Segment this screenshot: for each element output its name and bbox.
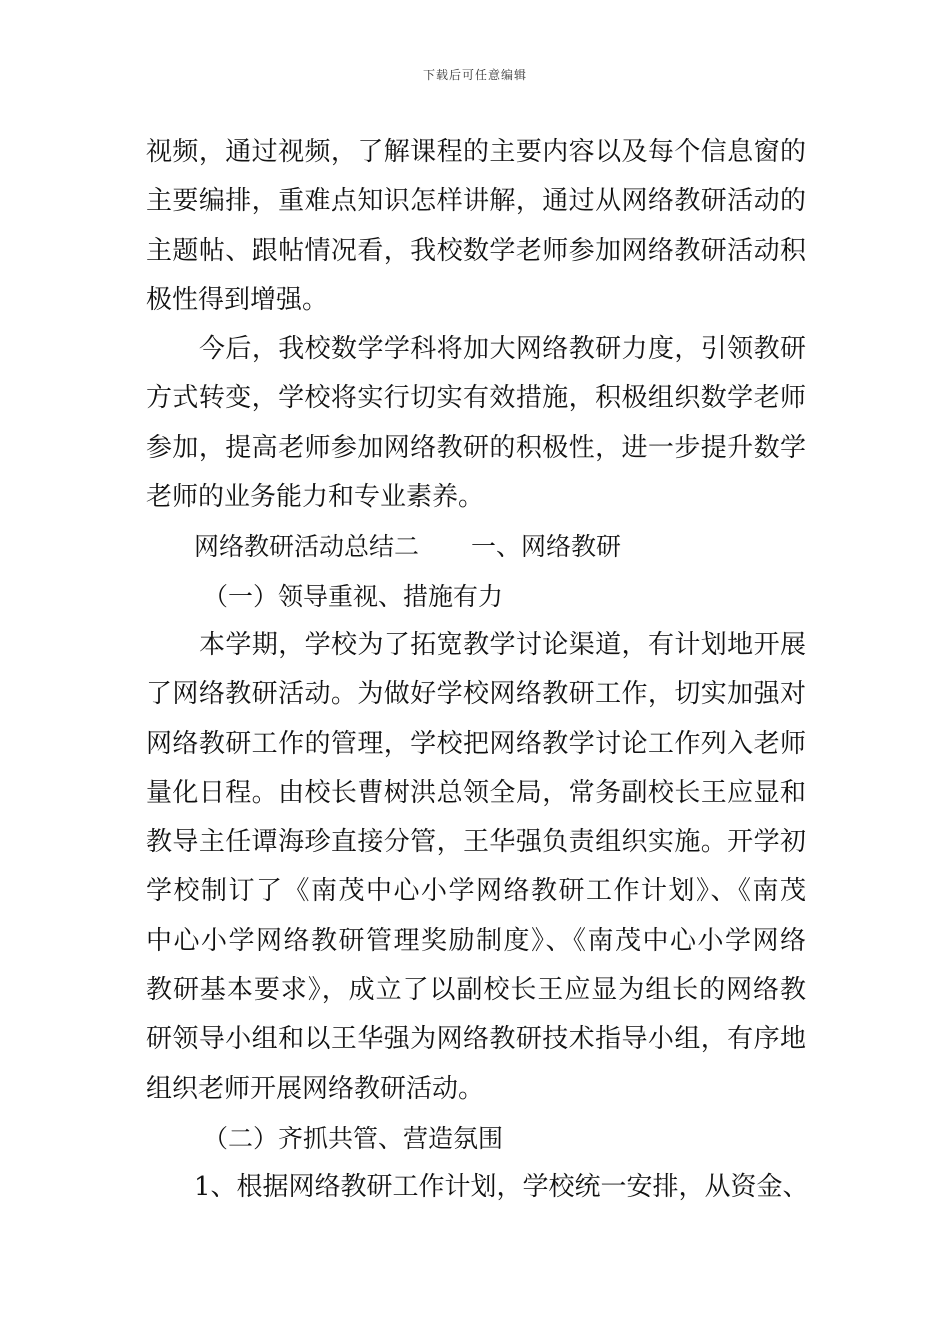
text-line: 主要编排，重难点知识怎样讲解，通过从网络教研活动的	[146, 186, 806, 217]
text-line: 极性得到增强。	[146, 284, 329, 315]
text-line: 研领导小组和以王华强为网络教研技术指导小组，有序地	[146, 1024, 806, 1055]
text-line: 量化日程。由校长曹树洪总领全局，常务副校长王应显和	[146, 777, 806, 808]
subsection-heading: （一）领导重视、措施有力	[203, 581, 504, 611]
section-subtitle: 一、网络教研	[471, 532, 622, 562]
text-line: 1、根据网络教研工作计划，学校统一安排，从资金、	[194, 1172, 809, 1203]
text-line: 中心小学网络教研管理奖励制度》、《南茂中心小学网络	[146, 925, 806, 956]
section-heading-line	[146, 522, 806, 571]
text-line: 教研基本要求》，成立了以副校长王应显为组长的网络教	[146, 975, 806, 1006]
document-body	[146, 128, 809, 1213]
text-line: 学校制订了《南茂中心小学网络教研工作计划》、《南茂	[146, 876, 806, 907]
subsection-heading: （二）齐抓共管、营造氛围	[203, 1123, 504, 1153]
text-line: 组织老师开展网络教研活动。	[146, 1073, 485, 1104]
page-header-note: 下载后可任意编辑	[422, 68, 527, 82]
text-line: 本学期，学校为了拓宽教学讨论渠道，有计划地开展	[199, 629, 806, 660]
section-title: 网络教研活动总结二	[194, 532, 420, 562]
text-line: 今后，我校数学学科将加大网络教研力度，引领教研	[199, 334, 806, 365]
text-line: 网络教研工作的管理，学校把网络教学讨论工作列入老师	[146, 728, 806, 759]
text-line: 视频，通过视频，了解课程的主要内容以及每个信息窗的	[146, 137, 806, 167]
text-line: 了网络教研活动。为做好学校网络教研工作，切实加强对	[146, 679, 806, 710]
text-line: 教导主任谭海珍直接分管，王华强负责组织实施。开学初	[146, 827, 806, 858]
text-line: 参加，提高老师参加网络教研的积极性，进一步提升数学	[146, 432, 806, 463]
text-line: 主题帖、跟帖情况看，我校数学老师参加网络教研活动积	[146, 235, 806, 266]
text-line: 方式转变，学校将实行切实有效措施，积极组织数学老师	[146, 383, 806, 414]
text-line: 老师的业务能力和专业素养。	[146, 482, 485, 513]
